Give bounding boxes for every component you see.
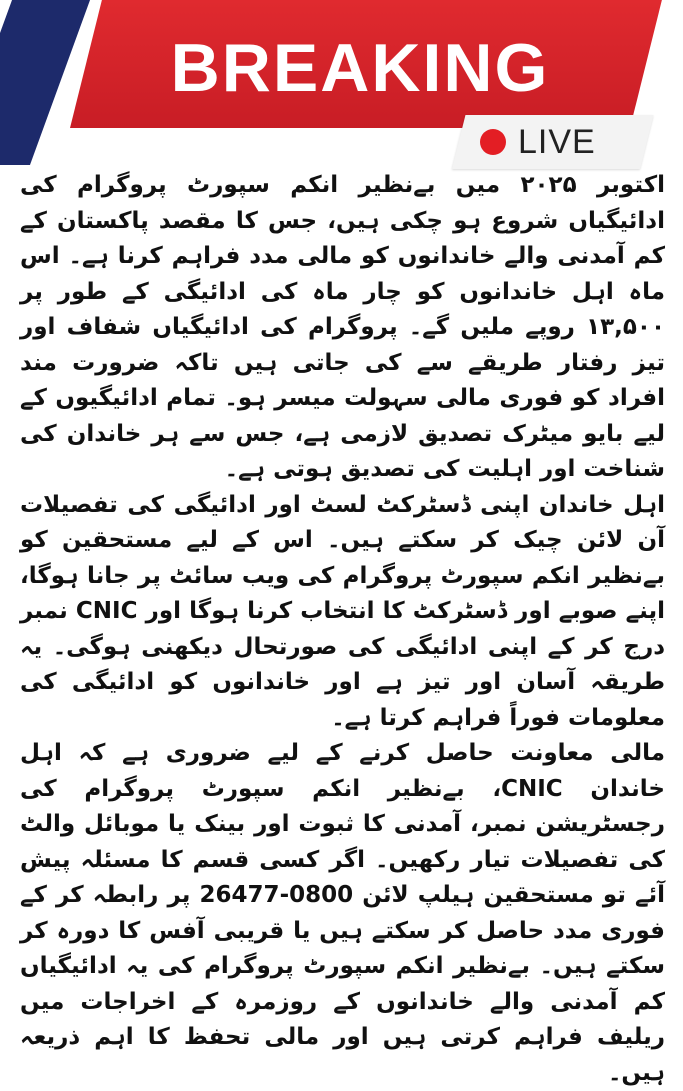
paragraph-online-check: اہل خاندان اپنی ڈسٹرکٹ لسٹ اور ادائیگی کی تفصیلات آن لائن چیک کر سکتے ہیں۔ اس کے لیے مستحقین کو بےنظیر انکم سپورٹ پروگرام کی ویب سائٹ پر جانا ہوگا، اپنے صوبے اور ڈسٹرکٹ کا انتخاب کرنا ہوگا اور CNIC نمبر درج کر کے اپنی ادائیگی کی صورتحال دیکھنی ہوگی۔ یہ طریقہ آسان اور تیز ہے اور خاندانوں کو ادائیگی کی معلومات فوراً فراہم کرتا ہے۔	[20, 491, 665, 731]
breaking-label: BREAKING	[170, 30, 550, 106]
live-label: LIVE	[518, 123, 596, 161]
breaking-news-banner	[0, 0, 683, 165]
article-body	[20, 168, 665, 1086]
paragraph-requirements: مالی معاونت حاصل کرنے کے لیے ضروری ہے کہ اہل خاندان CNIC، بےنظیر انکم سپورٹ پروگرام کی رجسٹریشن نمبر، آمدنی کا ثبوت اور بینک یا موبائل والٹ کی تفصیلات تیار رکھیں۔ اگر کسی قسم کا مسئلہ پیش آئے تو مستحقین ہیلپ لائن 0800-26477 پر رابطہ کر کے فوری مدد حاصل کر سکتے ہیں یا قریبی آفس کا دورہ کر سکتے ہیں۔ بےنظیر انکم سپورٹ پروگرام کی یہ ادائیگیاں کم آمدنی والے خاندانوں کے روزمرہ کے اخراجات میں ریلیف فراہم کرتی ہیں اور مالی تحفظ کا اہم ذریعہ ہیں۔	[20, 740, 665, 1086]
live-dot-icon	[480, 129, 506, 155]
paragraph-payments: اکتوبر ۲۰۲۵ میں بےنظیر انکم سپورٹ پروگرام کی ادائیگیاں شروع ہو چکی ہیں، جس کا مقصد پاکستان کے کم آمدنی والے خاندانوں کو مالی مدد فراہم کرنا ہے۔ اس ماہ اہل خاندانوں کو چار ماہ کی ادائیگی کے طور پر ۱۳,۵۰۰ روپے ملیں گے۔ پروگرام کی ادائیگیاں شفاف اور تیز رفتار طریقے سے کی جاتی ہیں تاکہ ضرورت مند افراد کو فوری مالی سہولت میسر ہو۔ تمام ادائیگیوں کے لیے بایو میٹرک تصدیق لازمی ہے، جس سے ہر خاندان کی شناخت اور اہلیت کی تصدیق ہوتی ہے۔	[20, 172, 665, 482]
